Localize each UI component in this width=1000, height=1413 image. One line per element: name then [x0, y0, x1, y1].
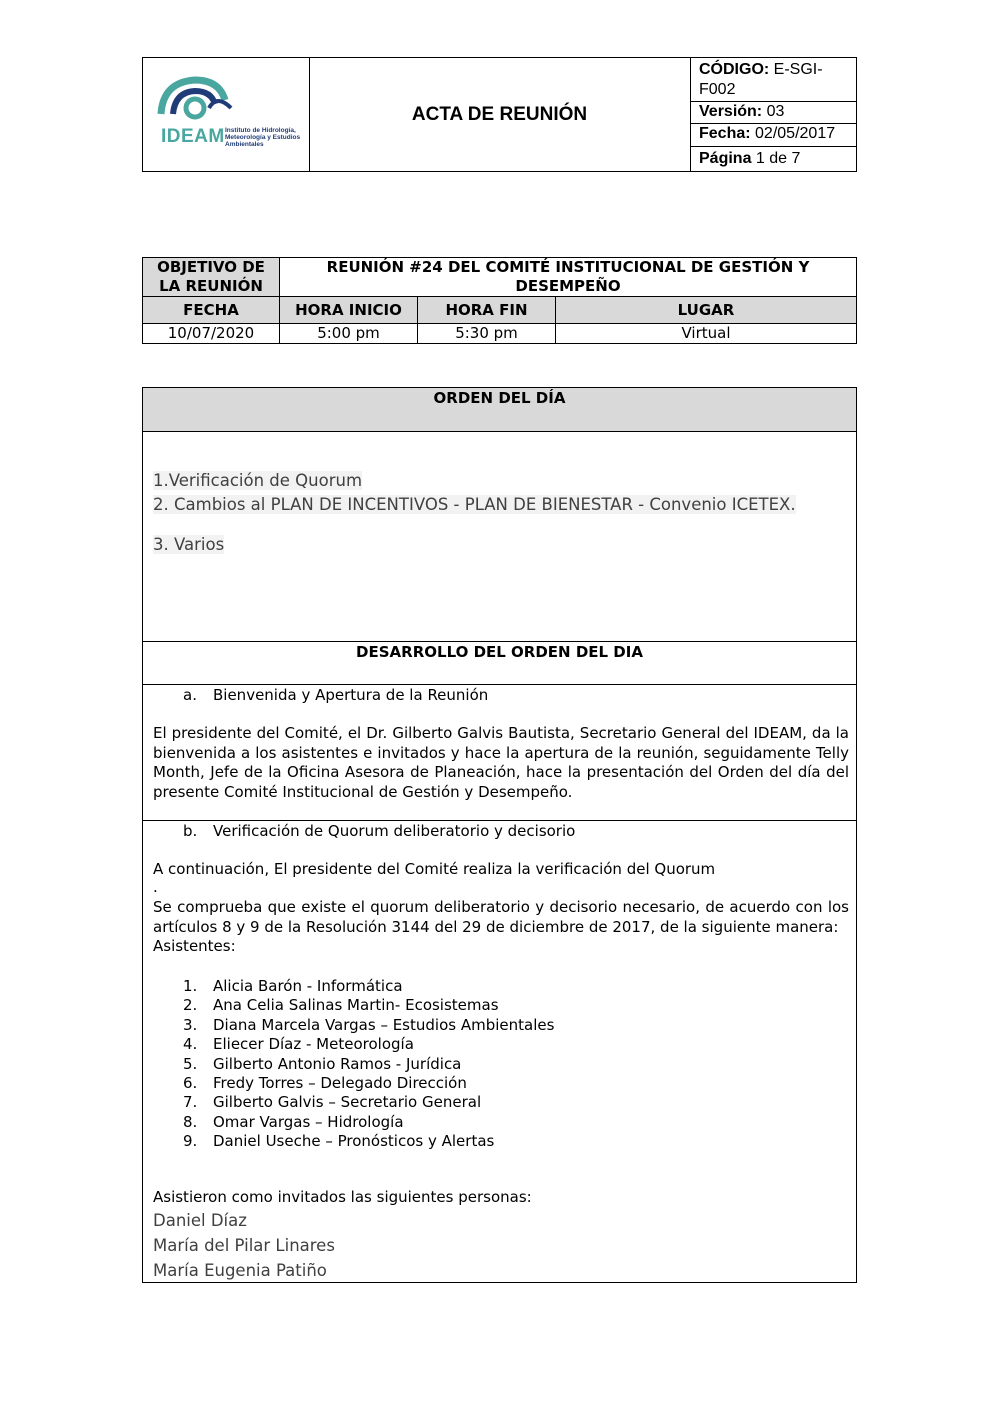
- list-item: 8. Omar Vargas – Hidrología: [183, 1112, 404, 1131]
- codigo-label: CÓDIGO:: [699, 61, 770, 78]
- agenda-item-text: 3. Varios: [153, 535, 225, 554]
- objective-label: OBJETIVO DE LA REUNIÓN: [143, 258, 280, 297]
- value-hora-inicio: 5:00 pm: [280, 324, 418, 344]
- attendees-list: [183, 977, 554, 1152]
- attendee-name: Eliecer Díaz - Meteorología: [213, 1035, 414, 1054]
- value-fecha: 10/07/2020: [143, 324, 280, 344]
- document-title: ACTA DE REUNIÓN: [309, 58, 691, 171]
- value-hora-fin: 5:30 pm: [418, 324, 556, 344]
- objective-value: REUNIÓN #24 DEL COMITÉ INSTITUCIONAL DE GESTIÓN Y DESEMPEÑO: [280, 258, 857, 297]
- agenda-title: [143, 388, 856, 432]
- list-item: 2. Ana Celia Salinas Martin- Ecosistemas: [183, 996, 499, 1015]
- item-b-text: Se comprueba que existe el quorum deliberatorio y decisorio necesario, de acuerdo con los artículos 8 y 9 de la Resolución 3144 del 29 de diciembre de 2017, de la siguiente manera:: [153, 898, 849, 936]
- document-meta: [691, 58, 856, 171]
- agenda-item-text: 2. Cambios al PLAN DE INCENTIVOS - PLAN DE BIENESTAR - Convenio ICETEX.: [153, 495, 796, 514]
- logo-wordmark: IDEAM: [161, 126, 225, 147]
- version-value: 03: [766, 103, 785, 120]
- item-a-title: Bienvenida y Apertura de la Reunión: [213, 686, 489, 704]
- agenda-item: [153, 495, 796, 514]
- item-b-intro: A continuación, El presidente del Comité realiza la verificación del Quorum: [153, 860, 716, 878]
- guests-intro: Asistieron como invitados las siguientes personas:: [153, 1188, 532, 1206]
- list-item: 1. Alicia Barón - Informática: [183, 977, 403, 995]
- divider: [143, 820, 856, 821]
- attendees-label: Asistentes:: [153, 937, 236, 955]
- col-lugar: LUGAR: [556, 297, 857, 324]
- version-label: Versión:: [699, 103, 763, 120]
- logo-cell: [143, 58, 310, 171]
- attendee-name: Fredy Torres – Delegado Dirección: [213, 1074, 467, 1093]
- item-b-title: Verificación de Quorum deliberatorio y decisorio: [213, 822, 576, 840]
- logo-subtitle: Instituto de Hidrología, Meteorología y Estudios Ambientales: [225, 127, 301, 148]
- list-item: 6. Fredy Torres – Delegado Dirección: [183, 1074, 467, 1093]
- col-hora-inicio: HORA INICIO: [280, 297, 418, 324]
- objective-table: [142, 257, 857, 344]
- agenda-item-text: 1.Verificación de Quorum: [153, 471, 363, 490]
- codigo-value: E-SGI-F002: [699, 61, 823, 98]
- list-item: 7. Gilberto Galvis – Secretario General: [183, 1093, 482, 1112]
- fecha-row: [691, 124, 856, 147]
- header-table: [142, 57, 857, 172]
- col-fecha: FECHA: [143, 297, 280, 324]
- value-lugar: Virtual: [556, 324, 857, 344]
- development-title-text: DESARROLLO DEL ORDEN DEL DIA: [356, 643, 643, 661]
- attendee-name: Alicia Barón - Informática: [213, 977, 403, 995]
- col-hora-fin: HORA FIN: [418, 297, 556, 324]
- pagina-row: [691, 147, 856, 171]
- fecha-value: 02/05/2017: [755, 125, 836, 142]
- attendee-name: Daniel Useche – Pronósticos y Alertas: [213, 1132, 495, 1151]
- item-b-label: b.: [183, 822, 198, 840]
- guest-name: María del Pilar Linares: [153, 1236, 335, 1255]
- pagina-label: Página: [699, 150, 752, 167]
- list-item: 4. Eliecer Díaz - Meteorología: [183, 1035, 414, 1054]
- guest-name: Daniel Díaz: [153, 1211, 247, 1230]
- list-item: 3. Diana Marcela Vargas – Estudios Ambientales: [183, 1015, 555, 1034]
- version-row: [691, 102, 856, 124]
- pagina-value: 1 de 7: [755, 150, 801, 167]
- attendee-name: Gilberto Galvis – Secretario General: [213, 1093, 482, 1112]
- item-a-label: a.: [183, 686, 197, 704]
- fecha-label: Fecha:: [699, 125, 751, 142]
- development-title: [143, 642, 856, 685]
- attendee-name: Ana Celia Salinas Martin- Ecosistemas: [213, 996, 499, 1015]
- attendee-name: Gilberto Antonio Ramos - Jurídica: [213, 1054, 462, 1073]
- agenda-item: [153, 471, 362, 490]
- meeting-body: [142, 387, 857, 1283]
- list-item: 5. Gilberto Antonio Ramos - Jurídica: [183, 1054, 462, 1073]
- item-b-dot: .: [153, 878, 158, 896]
- codigo-row: [691, 58, 856, 102]
- attendee-name: Omar Vargas – Hidrología: [213, 1112, 404, 1131]
- agenda-item: [153, 535, 224, 554]
- agenda-title-text: ORDEN DEL DÍA: [433, 389, 566, 407]
- guest-name: María Eugenia Patiño: [153, 1261, 327, 1280]
- attendee-name: Diana Marcela Vargas – Estudios Ambientales: [213, 1015, 555, 1034]
- item-a-text: El presidente del Comité, el Dr. Gilberto Galvis Bautista, Secretario General del IDEAM, da la bienvenida a los asistentes e invitados y hace la apertura de la reunión, seguidamente Telly Month, Jefe de la Oficina Asesora de Planeación, hace la presentación del Orden del día del presente Comité Institucional de Gestión y Desempeño.: [153, 724, 849, 801]
- ideam-logo-icon: [153, 74, 233, 129]
- list-item: 9. Daniel Useche – Pronósticos y Alertas: [183, 1132, 495, 1151]
